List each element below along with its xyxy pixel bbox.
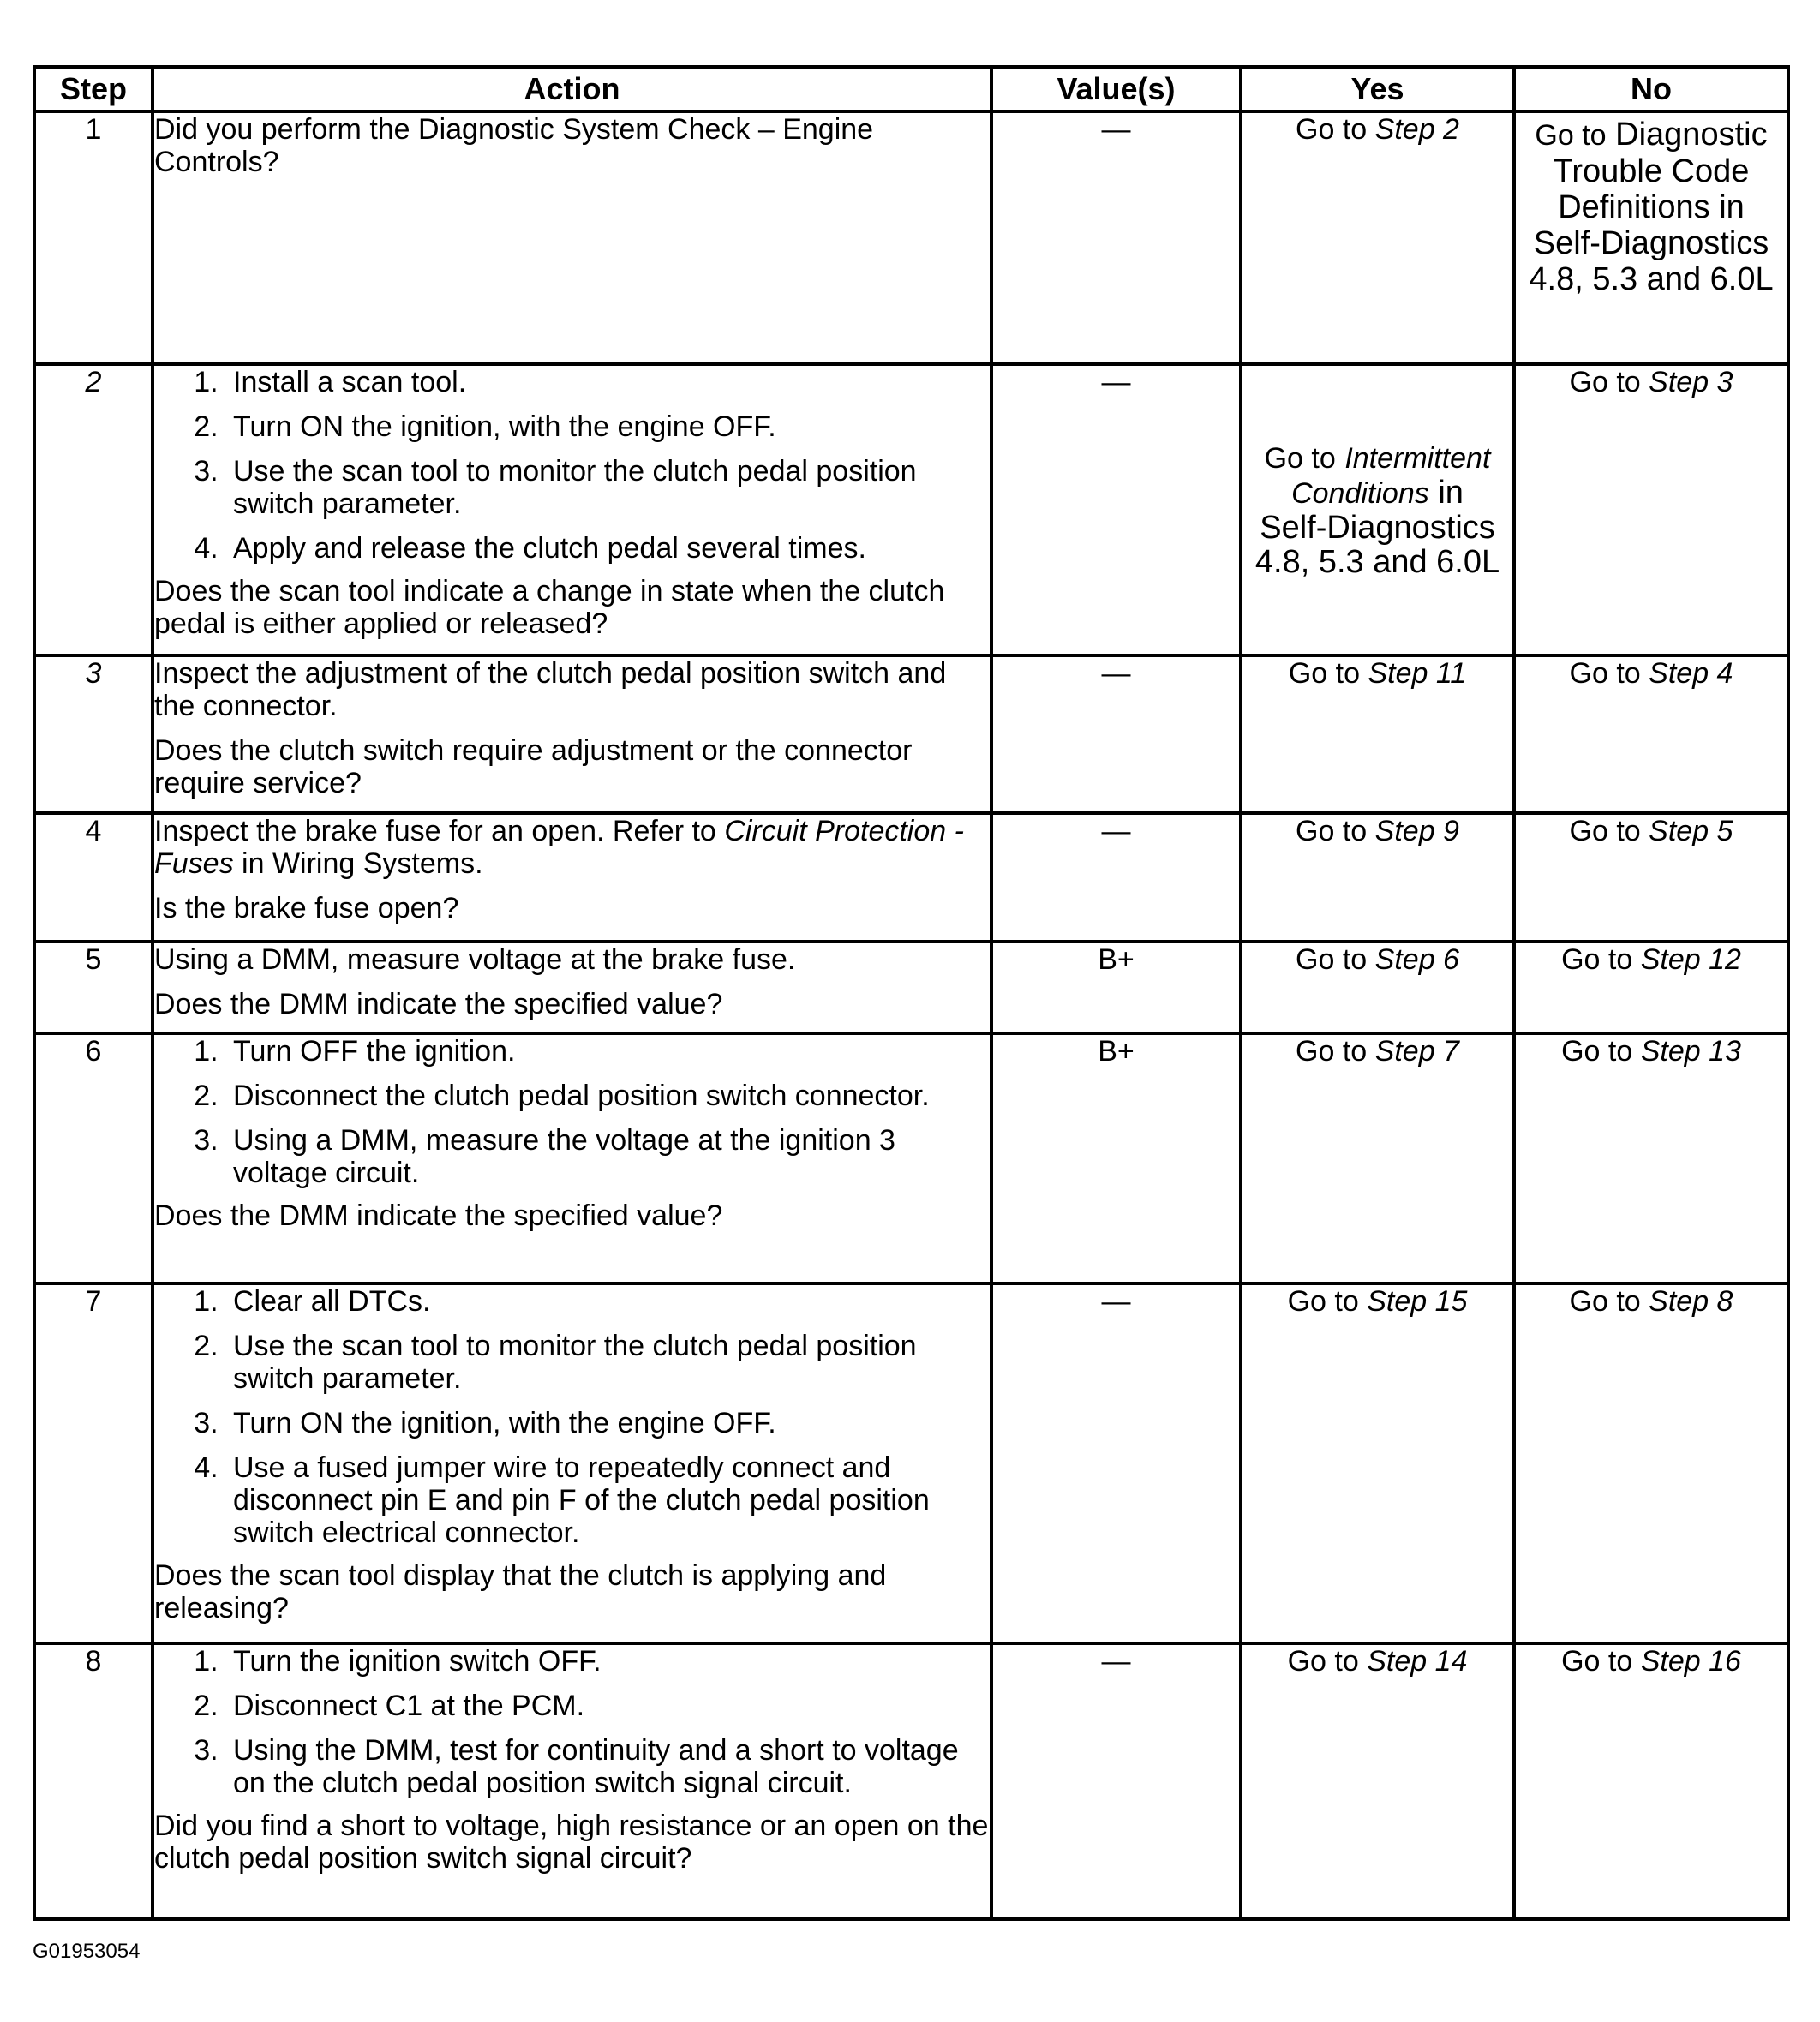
header-no: No [1514,67,1788,111]
action-item: 3. Use the scan tool to monitor the clutch pedal position switch parameter. [226,455,990,520]
action-cell [153,813,991,942]
action-cell [153,942,991,1033]
action-cell [153,655,991,813]
table-row [34,1643,1788,1919]
action-text: Inspect the adjustment of the clutch pedal position switch and the connector. [154,657,947,722]
header-row [34,67,1788,111]
action-item: 4. Use a fused jumper wire to repeatedly connect and disconnect pin E and pin F of the clutch pedal position switch electrical connector. [226,1451,990,1549]
table-row [34,1033,1788,1283]
goto-text: Go to [1296,943,1368,976]
yes-ref: Intermittent [1344,442,1491,475]
goto-text: Go to [1287,1285,1359,1318]
action-item: 4. Apply and release the clutch pedal several times. [226,532,990,565]
value-cell: B+ [991,942,1241,1033]
value-cell: — [991,364,1241,655]
no-ref-line5: 4.8, 5.3 and 6.0L [1529,261,1774,297]
value-cell: — [991,655,1241,813]
action-question: Does the scan tool indicate a change in state when the clutch pedal is either applied or released? [154,575,945,640]
yes-cell [1241,1283,1514,1643]
step-ref: Step 8 [1649,1285,1733,1318]
yes-line4: 4.8, 5.3 and 6.0L [1254,544,1500,580]
goto-text: Go to [1287,1645,1359,1678]
action-item: 2. Disconnect C1 at the PCM. [226,1690,990,1722]
goto-text: Go to [1288,657,1361,690]
goto-text: Go to [1569,657,1641,690]
no-cell [1514,1643,1788,1919]
no-ref-line3: Definitions in [1558,189,1745,225]
no-cell [1514,1033,1788,1283]
no-ref-line4: Self-Diagnostics [1533,225,1769,261]
goto-text: Go to [1561,1645,1633,1678]
value-cell: — [991,1283,1241,1643]
goto-text: Go to [1569,366,1641,398]
yes-cell [1241,1643,1514,1919]
yes-cell [1241,364,1514,655]
no-cell [1514,942,1788,1033]
goto-text: Go to [1561,1035,1633,1068]
step-number: 7 [34,1283,153,1643]
no-ref-line2: Trouble Code [1553,153,1750,189]
no-cell [1514,111,1788,364]
step-number: 3 [34,655,153,813]
action-item: 2. Disconnect the clutch pedal position switch connector. [226,1080,990,1112]
step-ref: Step 7 [1374,1035,1459,1068]
header-yes: Yes [1241,67,1514,111]
step-number: 5 [34,942,153,1033]
header-values: Value(s) [991,67,1241,111]
action-item: 2. Use the scan tool to monitor the clutch pedal position switch parameter. [226,1330,990,1395]
step-ref: Step 5 [1649,815,1733,847]
yes-cell [1241,813,1514,942]
action-item: 3. Turn ON the ignition, with the engine OFF. [226,1407,990,1439]
table-row [34,655,1788,813]
action-item: 1. Turn OFF the ignition. [226,1035,990,1068]
step-number: 2 [34,364,153,655]
goto-text: Go to [1296,1035,1368,1068]
step-number: 4 [34,813,153,942]
yes-cell [1241,655,1514,813]
action-question: Did you perform the Diagnostic System Check – Engine Controls? [154,113,874,178]
action-question: Is the brake fuse open? [154,892,459,924]
table-row [34,813,1788,942]
step-ref: Step 14 [1367,1645,1468,1678]
goto-text: Go to [1264,442,1336,475]
table-row [34,942,1788,1033]
no-cell [1514,655,1788,813]
action-ref: Circuit Protection - Fuses [154,815,964,880]
action-cell [153,364,991,655]
step-ref: Step 3 [1649,366,1733,398]
step-ref: Step 9 [1374,815,1459,847]
header-action: Action [153,67,991,111]
goto-text: Go to [1569,1285,1641,1318]
action-cell [153,1283,991,1643]
figure-code: G01953054 [33,1940,141,1963]
action-text-a: Inspect the brake fuse for an open. Refer to [154,815,716,847]
goto-text: Go to [1569,815,1641,847]
action-question: Does the DMM indicate the specified value? [154,1199,723,1232]
value-cell: B+ [991,1033,1241,1283]
value-cell: — [991,1643,1241,1919]
step-ref: Step 13 [1640,1035,1741,1068]
step-ref: Step 16 [1640,1645,1741,1678]
yes-line3: Self-Diagnostics [1260,510,1495,546]
goto-text: Go to [1561,943,1633,976]
action-item: 3. Using a DMM, measure the voltage at the ignition 3 voltage circuit. [226,1124,990,1189]
action-cell [153,1643,991,1919]
action-steps [154,1285,990,1549]
action-item: 1. Install a scan tool. [226,366,990,398]
action-item: 3. Using the DMM, test for continuity and a short to voltage on the clutch pedal position switch signal circuit. [226,1734,990,1799]
no-cell [1514,364,1788,655]
step-ref: Step 11 [1368,657,1467,690]
step-ref: Step 6 [1374,943,1459,976]
action-question: Does the scan tool display that the clutch is applying and releasing? [154,1559,887,1624]
action-text [154,815,990,880]
value-cell: — [991,813,1241,942]
yes-ref2: Conditions [1291,477,1429,510]
value-cell: — [991,111,1241,364]
step-number: 8 [34,1643,153,1919]
table-row [34,111,1788,364]
action-steps [154,366,990,565]
action-item: 1. Clear all DTCs. [226,1285,990,1318]
no-cell [1514,813,1788,942]
goto-text: Go to [1535,119,1607,152]
step-number: 1 [34,111,153,364]
action-question: Does the DMM indicate the specified value? [154,988,723,1020]
yes-cell [1241,942,1514,1033]
header-step: Step [34,67,153,111]
action-question: Does the clutch switch require adjustment or the connector require service? [154,734,913,799]
action-item: 2. Turn ON the ignition, with the engine OFF. [226,410,990,443]
goto-text: Go to [1296,113,1368,146]
action-cell [153,1033,991,1283]
action-text: Using a DMM, measure voltage at the brake fuse. [154,943,796,976]
table-row [34,1283,1788,1643]
table-row [34,364,1788,655]
no-ref-line1: Diagnostic [1615,117,1768,153]
step-ref: Step 4 [1649,657,1733,690]
step-ref: Step 2 [1374,113,1459,146]
action-text-b: in Wiring Systems. [242,847,483,880]
yes-cell [1241,111,1514,364]
step-number: 6 [34,1033,153,1283]
action-question: Did you find a short to voltage, high resistance or an open on the clutch pedal position switch signal circuit? [154,1810,989,1875]
yes-in: in [1438,475,1464,511]
yes-cell [1241,1033,1514,1283]
step-ref: Step 12 [1640,943,1741,976]
action-steps [154,1035,990,1189]
diagnostic-table [33,65,1790,1921]
action-steps [154,1645,990,1799]
action-item: 1. Turn the ignition switch OFF. [226,1645,990,1678]
goto-text: Go to [1296,815,1368,847]
action-cell [153,111,991,364]
no-cell [1514,1283,1788,1643]
step-ref: Step 15 [1367,1285,1468,1318]
